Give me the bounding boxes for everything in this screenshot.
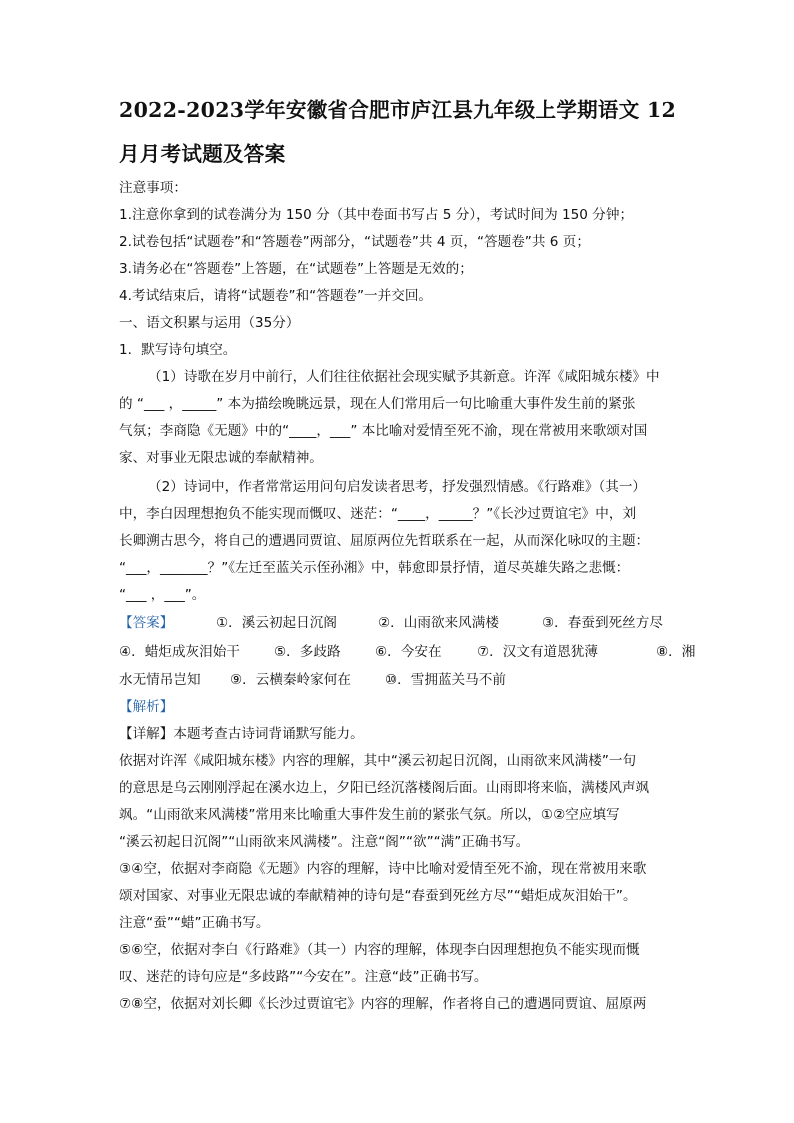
question-text: “___，_______？”《左迁至蓝关示侄孙湘》中，韩愈即景抒情，道尽英雄失路之悲慨： (119, 560, 630, 576)
detail-text: 注意“蚕”“蜡”正确书写。 (119, 915, 270, 931)
question-text: “___ ，___”。 (119, 587, 206, 603)
detail-text: ③④空，依据对李商隐《无题》内容的理解，诗中比喻对爱情至死不渝，现在常被用来歌 (119, 861, 647, 877)
notice-item: 3.请务必在“答题卷”上答题，在“试题卷”上答题是无效的； (119, 261, 473, 277)
answer-item: ③．春蚕到死丝方尽 (542, 615, 663, 631)
answer-item: ①．溪云初起日沉阁 (216, 615, 337, 631)
answer-item: ⑤．多歧路 (274, 644, 341, 660)
notice-item: 2.试卷包括“试题卷”和“答题卷”两部分，“试题卷”共 4 页，“答题卷”共 6 页； (119, 234, 590, 250)
detail-text: ⑤⑥空，依据对李白《行路难》（其一）内容的理解，体现李白因理想抱负不能实现而慨 (119, 942, 640, 958)
detail-text: ⑦⑧空，依据对刘长卿《长沙过贾谊宅》内容的理解，作者将自己的遭遇同贾谊、屈原两 (119, 996, 647, 1012)
answer-item: ⑦．汉文有道恩犹薄 (477, 644, 598, 660)
question-text: 气氛；李商隐《无题》中的“____，___” 本比喻对爱情至死不渝，现在常被用来歌颂对国 (119, 423, 648, 439)
detail-text: “溪云初起日沉阁”“山雨欲来风满楼”。注意“阁”“欲”“满”正确书写。 (119, 834, 530, 850)
answer-item: ④．蜡炬成灰泪始干 (119, 644, 240, 660)
section-heading: 一、语文积累与运用（35分） (119, 315, 300, 331)
title-line-1: 2022-2023学年安徽省合肥市庐江县九年级上学期语文 12 (119, 98, 677, 122)
answer-item: ⑧．湘 (656, 644, 696, 660)
question-label: 1．默写诗句填空。 (119, 342, 237, 358)
answer-item: ⑩．雪拥蓝关马不前 (385, 672, 506, 688)
answer-item: ⑥．今安在 (375, 644, 442, 660)
answer-item: ⑨．云横秦岭家何在 (230, 672, 351, 688)
detail-text: 依据对许浑《咸阳城东楼》内容的理解，其中“溪云初起日沉阁，山雨欲来风满楼”一句 (119, 753, 637, 769)
question-text: 中，李白因理想抱负不能实现而慨叹、迷茫：“____，_____？”《长沙过贾谊宅》中，刘 (119, 506, 637, 522)
question-text: （2）诗词中，作者常常运用问句启发读者思考，抒发强烈情感。《行路难》（其一） (148, 479, 647, 495)
answer-item: ②．山雨欲来风满楼 (378, 615, 499, 631)
question-text: （1）诗歌在岁月中前行，人们往往依据社会现实赋予其新意。许浑《咸阳城东楼》中 (148, 369, 660, 385)
notice-heading: 注意事项： (119, 180, 187, 196)
detail-text: 飒。“山雨欲来风满楼”常用来比喻重大事件发生前的紧张气氛。所以，①②空应填写 (119, 807, 620, 823)
detail-text: 【详解】本题考查古诗词背诵默写能力。 (119, 726, 364, 742)
notice-item: 4.考试结束后，请将“试题卷”和“答题卷”一并交回。 (119, 288, 433, 304)
question-text: 长卿溯古思今，将自己的遭遇同贾谊、屈原两位先哲联系在一起，从而深化咏叹的主题： (119, 533, 650, 549)
notice-item: 1.注意你拿到的试卷满分为 150 分（其中卷面书写占 5 分），考试时间为 150 分钟； (119, 207, 634, 223)
detail-text: 的意思是乌云刚刚浮起在溪水边上，夕阳已经沉落楼阁后面。山雨即将来临，满楼风声飒 (119, 780, 650, 796)
page-title (119, 88, 679, 176)
answer-item: 水无情吊岂知 (119, 672, 201, 688)
title-line-2: 月月考试题及答案 (119, 142, 286, 166)
question-text: 家、对事业无限忠诚的奉献精神。 (119, 450, 323, 466)
question-text: 的 “___ ，_____” 本为描绘晚眺远景，现在人们常用后一句比喻重大事件发生前的紧张 (119, 396, 636, 412)
detail-text: 叹、迷茫的诗句应是“多歧路”“今安在”。注意“歧”正确书写。 (119, 969, 488, 985)
detail-text: 颂对国家、对事业无限忠诚的奉献精神的诗句是“春蚕到死丝方尽”“蜡炬成灰泪始干”。 (119, 888, 637, 904)
analysis-tag: 【解析】 (119, 699, 174, 715)
answer-tag: 【答案】 (119, 615, 174, 631)
